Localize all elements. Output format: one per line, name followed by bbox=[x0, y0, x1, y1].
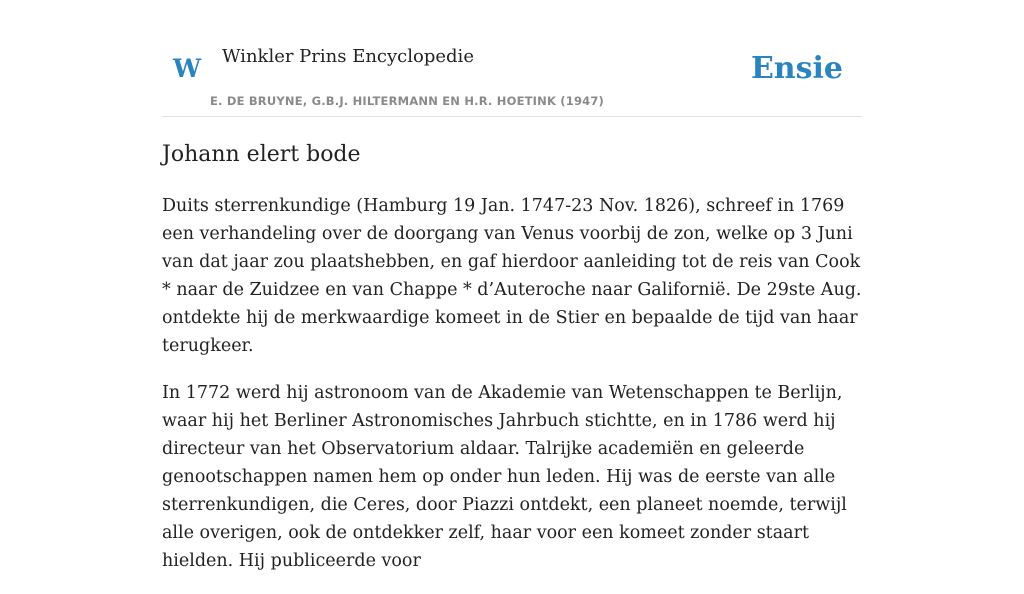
article-paragraph-2: In 1772 werd hij astronoom van de Akademie van Wetenschappen te Berlijn, waar hij het Berliner Astronomisches Jahrbuch stichtte, en in 1786 werd hij directeur van het Observatorium aldaar. Talrijke academiën en geleerde genootschappen namen hem op onder hun leden. Hij was de eerste van alle sterrenkundigen, die Ceres, door Piazzi ontdekt, een planeet noemde, terwijl alle overigen, ook de ontdekker zelf, haar voor een komeet zonder staart hielden. Hij publiceerde voor bbox=[162, 383, 847, 571]
source-logo[interactable]: W bbox=[173, 54, 202, 83]
source-authors: E. DE BRUYNE, G.B.J. HILTERMANN EN H.R. HOETINK (1947) bbox=[210, 94, 605, 108]
brand-logo[interactable]: Ensie bbox=[750, 51, 843, 86]
source-title-link[interactable]: Winkler Prins Encyclopedie bbox=[222, 46, 474, 67]
article-paragraph-1: Duits sterrenkundige (Hamburg 19 Jan. 1747-23 Nov. 1826), schreef in 1769 een verhandeling over de doorgang van Venus voorbij de zon, welke op 3 Juni van dat jaar zou plaatshebben, en gaf hierdoor aanleiding tot de reis van Cook * naar de Zuidzee en van Chappe * d’Auteroche naar Galifornië. De 29ste Aug. ontdekte hij de merkwaardige komeet in de Stier en bepaalde de tijd van haar terugkeer. bbox=[162, 196, 862, 356]
article-body bbox=[162, 192, 862, 594]
header bbox=[162, 0, 862, 117]
article-title: Johann elert bode bbox=[162, 142, 361, 167]
